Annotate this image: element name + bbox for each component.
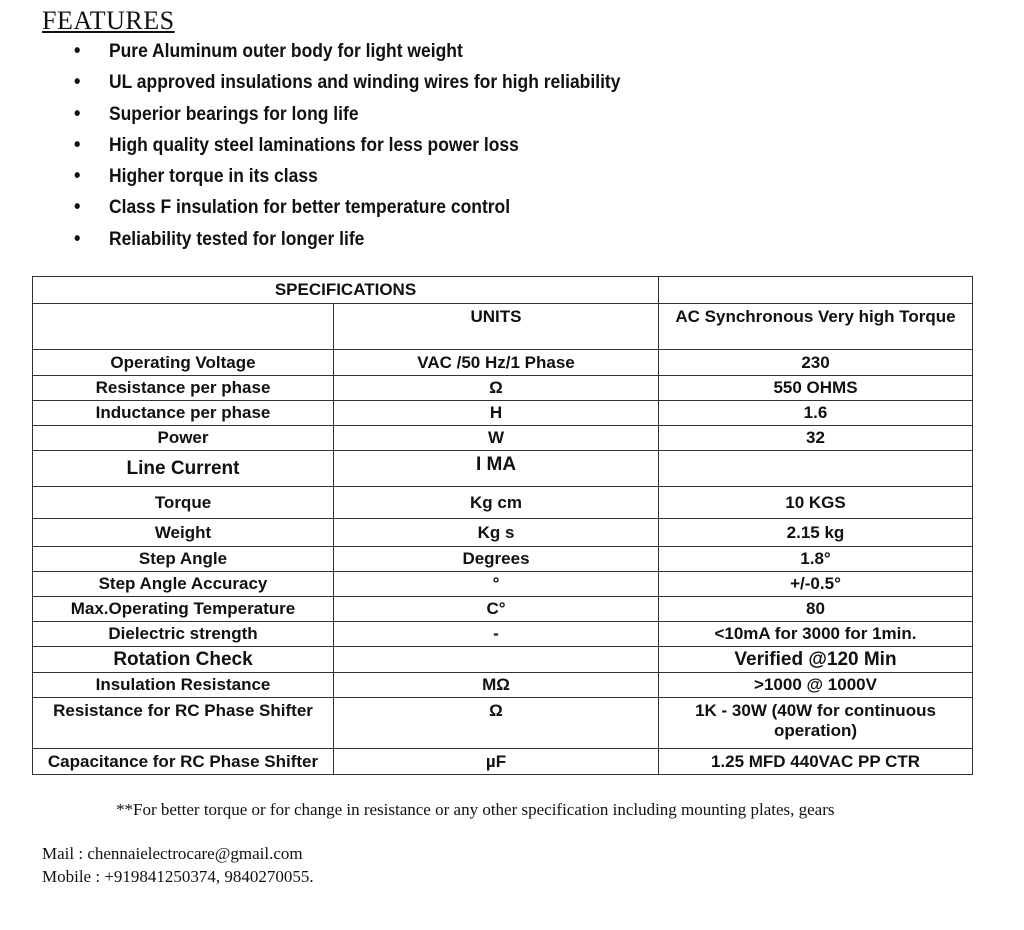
feature-item <box>74 130 620 161</box>
contact-block <box>42 842 314 888</box>
value-cell: >1000 @ 1000V <box>659 673 973 698</box>
table-row <box>33 597 973 622</box>
table-row <box>33 519 973 547</box>
value-cell: 80 <box>659 597 973 622</box>
unit-cell: I MA <box>334 451 659 487</box>
feature-text: Class F insulation for better temperature control <box>108 197 511 219</box>
feature-item <box>74 67 620 98</box>
feature-text: UL approved insulations and winding wires for high reliability <box>108 72 621 94</box>
mail-line: Mail : chennaielectrocare@gmail.com <box>42 844 303 863</box>
footnote: **For better torque or for change in resistance or any other specification including mounting plates, gears <box>116 800 835 819</box>
bullet-icon: • <box>74 133 81 156</box>
table-row <box>33 401 973 426</box>
value-cell: 1.25 MFD 440VAC PP CTR <box>659 749 973 775</box>
unit-cell: W <box>334 426 659 451</box>
param-cell: Dielectric strength <box>33 622 334 647</box>
unit-cell <box>334 647 659 673</box>
bullet-icon: • <box>74 227 81 250</box>
table-row <box>33 647 973 673</box>
feature-item <box>74 224 620 255</box>
specifications-table <box>32 276 973 775</box>
features-list <box>74 36 668 255</box>
value-cell: 32 <box>659 426 973 451</box>
table-row <box>33 749 973 775</box>
param-cell: Resistance for RC Phase Shifter <box>33 698 334 749</box>
param-cell: Insulation Resistance <box>33 673 334 698</box>
feature-text: Higher torque in its class <box>108 166 318 188</box>
unit-cell: Degrees <box>334 547 659 572</box>
feature-text: Pure Aluminum outer body for light weight <box>108 41 463 62</box>
value-cell: 1.8° <box>659 547 973 572</box>
unit-cell: VAC /50 Hz/1 Phase <box>334 350 659 376</box>
unit-cell: µF <box>334 749 659 775</box>
param-cell: Rotation Check <box>33 647 334 673</box>
features-heading: FEATURES <box>42 6 175 35</box>
table-title-row <box>33 277 973 304</box>
unit-cell: MΩ <box>334 673 659 698</box>
table-row <box>33 673 973 698</box>
param-cell: Torque <box>33 487 334 519</box>
table-header-row <box>33 304 973 350</box>
unit-cell: Ω <box>334 698 659 749</box>
value-cell: <10mA for 3000 for 1min. <box>659 622 973 647</box>
units-header: UNITS <box>334 304 659 350</box>
bullet-icon: • <box>74 102 81 125</box>
bullet-icon: • <box>74 196 81 219</box>
table-row <box>33 547 973 572</box>
feature-item <box>74 99 620 130</box>
value-cell: 1K - 30W (40W for continuous operation) <box>659 698 973 749</box>
table-row <box>33 350 973 376</box>
param-cell: Step Angle Accuracy <box>33 572 334 597</box>
param-cell: Line Current <box>33 451 334 487</box>
feature-item <box>74 192 620 223</box>
table-row <box>33 622 973 647</box>
empty-cell <box>659 277 973 304</box>
value-cell: 10 KGS <box>659 487 973 519</box>
bullet-icon: • <box>74 40 81 62</box>
value-cell: 1.6 <box>659 401 973 426</box>
value-cell <box>659 451 973 487</box>
model-header: AC Synchronous Very high Torque <box>659 304 973 350</box>
feature-item <box>74 36 620 67</box>
value-cell: 2.15 kg <box>659 519 973 547</box>
table-row <box>33 426 973 451</box>
mobile-line: Mobile : +919841250374, 9840270055. <box>42 867 314 886</box>
bullet-icon: • <box>74 165 81 188</box>
param-cell: Capacitance for RC Phase Shifter <box>33 749 334 775</box>
param-cell: Step Angle <box>33 547 334 572</box>
unit-cell: H <box>334 401 659 426</box>
parameter-header <box>33 304 334 350</box>
bullet-icon: • <box>74 71 81 94</box>
value-cell: 230 <box>659 350 973 376</box>
value-cell: +/-0.5° <box>659 572 973 597</box>
table-row <box>33 487 973 519</box>
param-cell: Inductance per phase <box>33 401 334 426</box>
feature-item <box>74 161 620 192</box>
specifications-title: SPECIFICATIONS <box>33 277 659 304</box>
unit-cell: Kg s <box>334 519 659 547</box>
param-cell: Power <box>33 426 334 451</box>
unit-cell: ° <box>334 572 659 597</box>
table-row <box>33 572 973 597</box>
unit-cell: Kg cm <box>334 487 659 519</box>
table-row <box>33 698 973 749</box>
table-row <box>33 451 973 487</box>
table-row <box>33 376 973 401</box>
value-cell: Verified @120 Min <box>659 647 973 673</box>
feature-text: High quality steel laminations for less power loss <box>108 134 519 156</box>
param-cell: Operating Voltage <box>33 350 334 376</box>
value-cell: 550 OHMS <box>659 376 973 401</box>
unit-cell: - <box>334 622 659 647</box>
unit-cell: Ω <box>334 376 659 401</box>
feature-text: Superior bearings for long life <box>108 103 359 125</box>
feature-text: Reliability tested for longer life <box>108 228 365 250</box>
param-cell: Resistance per phase <box>33 376 334 401</box>
unit-cell: C° <box>334 597 659 622</box>
param-cell: Weight <box>33 519 334 547</box>
param-cell: Max.Operating Temperature <box>33 597 334 622</box>
